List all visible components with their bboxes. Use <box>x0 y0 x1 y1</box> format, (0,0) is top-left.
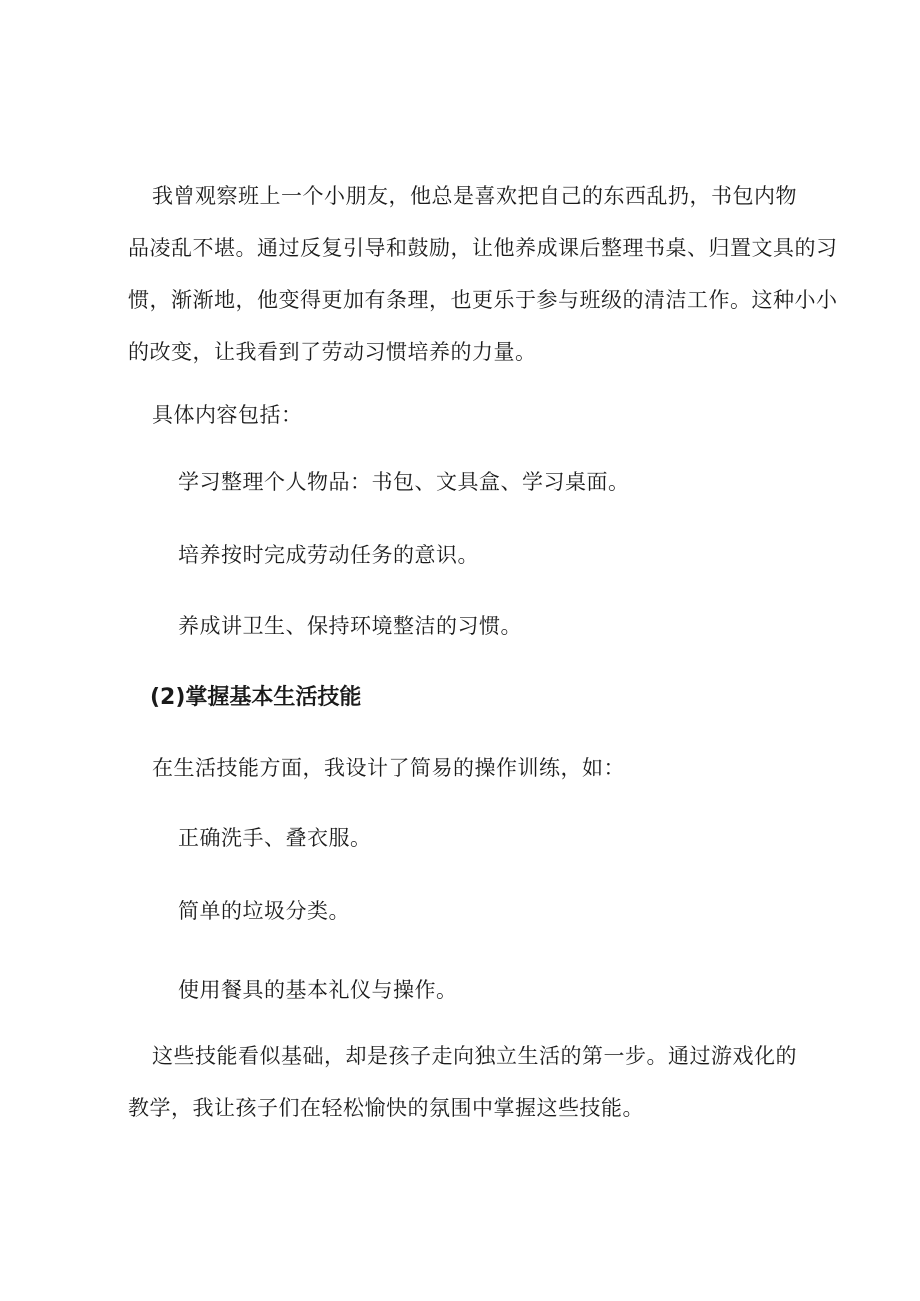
skill-list-item: 正确洗手、叠衣服。 <box>178 826 372 850</box>
paragraph-line: 的改变，让我看到了劳动习惯培养的力量。 <box>128 340 537 364</box>
closing-paragraph <box>128 1030 812 1134</box>
habit-list-item: 培养按时完成劳动任务的意识。 <box>178 543 479 567</box>
skill-list-item: 使用餐具的基本礼仪与操作。 <box>178 978 458 1002</box>
paragraph-line: 惯，渐渐地，他变得更加有条理，也更乐于参与班级的清洁工作。这种小小 <box>128 288 838 312</box>
skill-list-item: 简单的垃圾分类。 <box>178 899 350 923</box>
section-heading: (2)掌握基本生活技能 <box>150 685 362 710</box>
observation-paragraph <box>128 170 838 378</box>
habit-list-item: 学习整理个人物品：书包、文具盒、学习桌面。 <box>178 470 630 494</box>
skills-intro: 在生活技能方面，我设计了简易的操作训练，如： <box>152 756 625 780</box>
paragraph-line: 品凌乱不堪。通过反复引导和鼓励，让他养成课后整理书桌、归置文具的习 <box>128 236 838 260</box>
paragraph-line: 教学，我让孩子们在轻松愉快的氛围中掌握这些技能。 <box>128 1096 644 1120</box>
paragraph-line: 这些技能看似基础，却是孩子走向独立生活的第一步。通过游戏化的 <box>152 1044 797 1068</box>
habit-list-item: 养成讲卫生、保持环境整洁的习惯。 <box>178 614 522 638</box>
paragraph-line: 我曾观察班上一个小朋友，他总是喜欢把自己的东西乱扔，书包内物 <box>152 184 797 208</box>
content-intro-label: 具体内容包括： <box>152 403 303 427</box>
